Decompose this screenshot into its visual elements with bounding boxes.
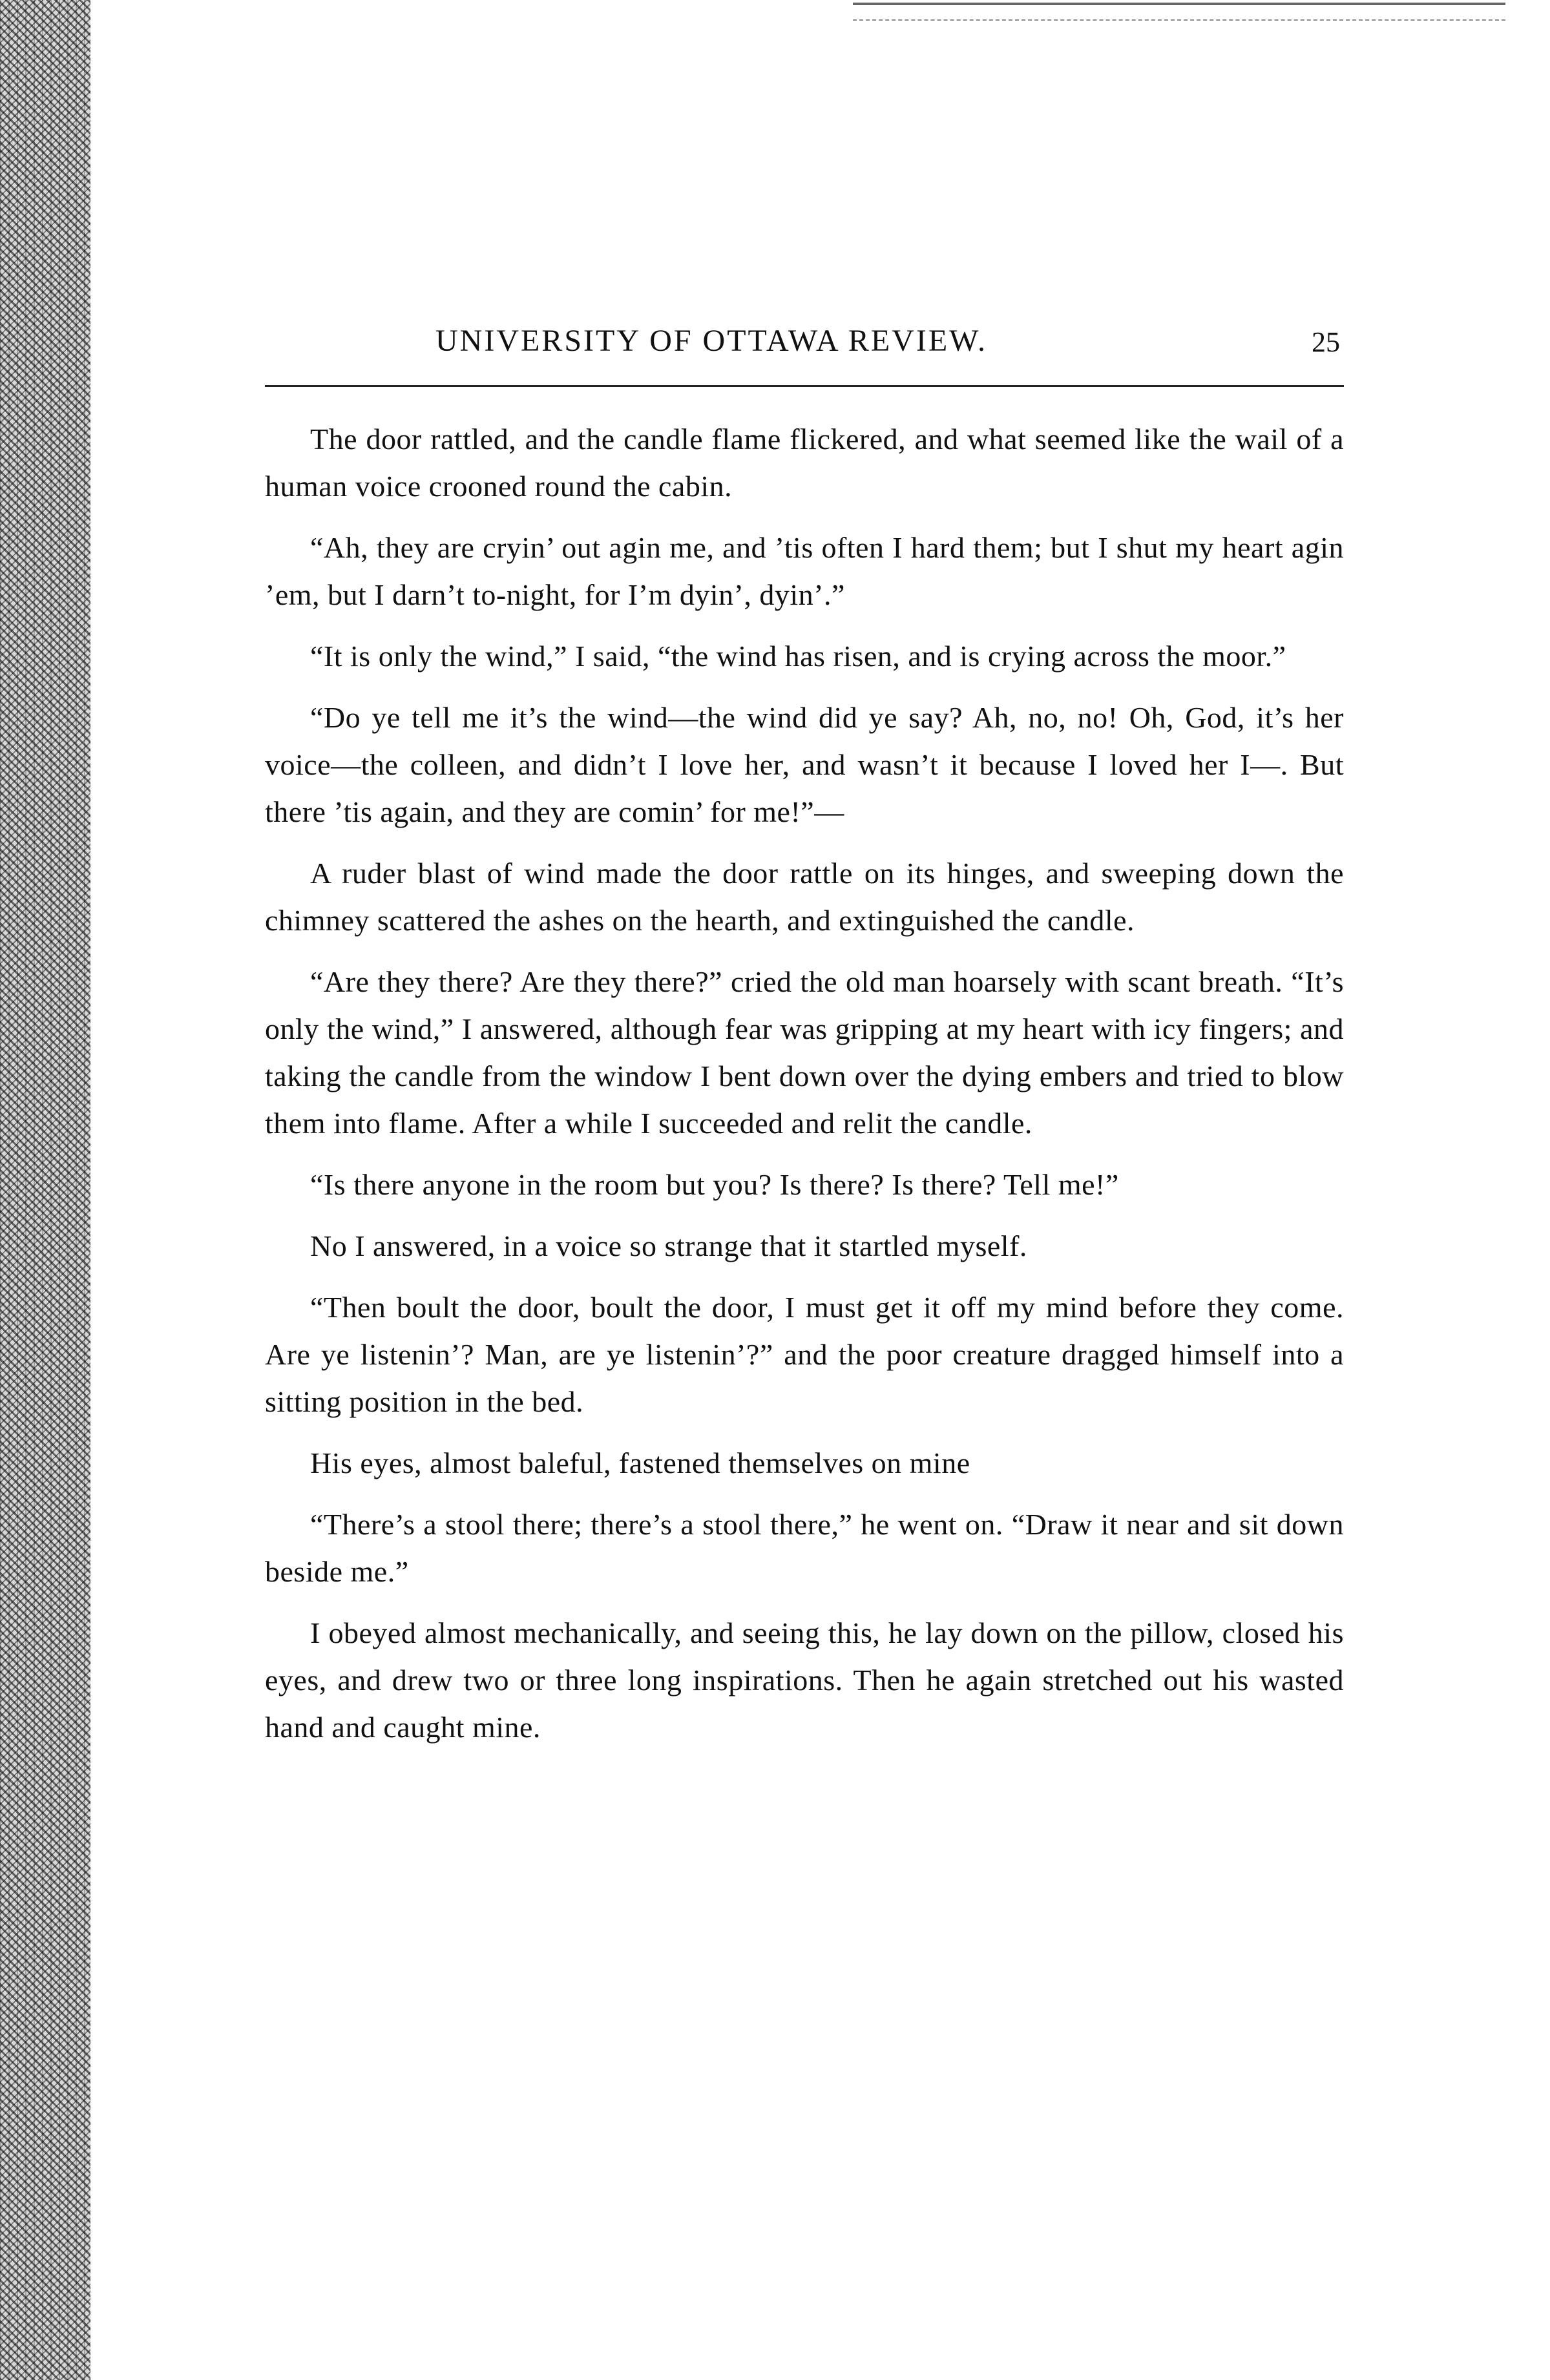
paragraph: The door rattled, and the candle flame flickered, and what seemed like the wail of a human voice crooned round the cabin. [265, 423, 1344, 503]
body-text [265, 415, 1344, 1751]
page-number: 25 [1312, 326, 1340, 358]
journal-title: UNIVERSITY OF OTTAWA REVIEW. [435, 324, 988, 358]
paragraph: A ruder blast of wind made the door rattle on its hinges, and sweeping down the chimney scattered the ashes on the hearth, and extinguished the candle. [265, 857, 1344, 937]
paragraph: “There’s a stool there; there’s a stool there,” he went on. “Draw it near and sit down beside me.” [265, 1508, 1344, 1588]
header-rule [265, 385, 1344, 387]
paragraph: “Ah, they are cryin’ out agin me, and ’tis often I hard them; but I shut my heart agin ’em, but I darn’t to-night, for I’m dyin’, dyin’.” [265, 531, 1344, 611]
paragraph: His eyes, almost baleful, fastened themselves on mine [310, 1446, 970, 1479]
scan-artifact [853, 3, 1505, 21]
document-page [265, 323, 1344, 1765]
scanned-binding-edge [0, 0, 90, 2380]
paragraph: “It is only the wind,” I said, “the wind has risen, and is crying across the moor.” [310, 640, 1286, 673]
paragraph: “Then boult the door, boult the door, I must get it off my mind before they come. Are ye listenin’? Man, are ye listenin’?” and the poor creature dragged himself into a sitting position in the bed. [265, 1291, 1344, 1418]
paragraph: “Are they there? Are they there?” cried the old man hoarsely with scant breath. “It’s only the wind,” I answered, although fear was gripping at my heart with icy fingers; and taking the candle from the window I bent down over the dying embers and tried to blow them into flame. After a while I succeeded and relit the candle. [265, 965, 1344, 1140]
paragraph: “Do ye tell me it’s the wind—the wind did ye say? Ah, no, no! Oh, God, it’s her voice—the colleen, and didn’t I love her, and wasn’t it because I loved her I—. But there ’tis again, and they are comin’ for me!”— [265, 701, 1344, 828]
paragraph: No I answered, in a voice so strange that it startled myself. [310, 1229, 1027, 1262]
paragraph: I obeyed almost mechanically, and seeing this, he lay down on the pillow, closed his eyes, and drew two or three long inspirations. Then he again stretched out his wasted hand and caught mine. [265, 1616, 1344, 1744]
paragraph: “Is there anyone in the room but you? Is there? Is there? Tell me!” [310, 1168, 1119, 1201]
running-header [265, 323, 1344, 375]
